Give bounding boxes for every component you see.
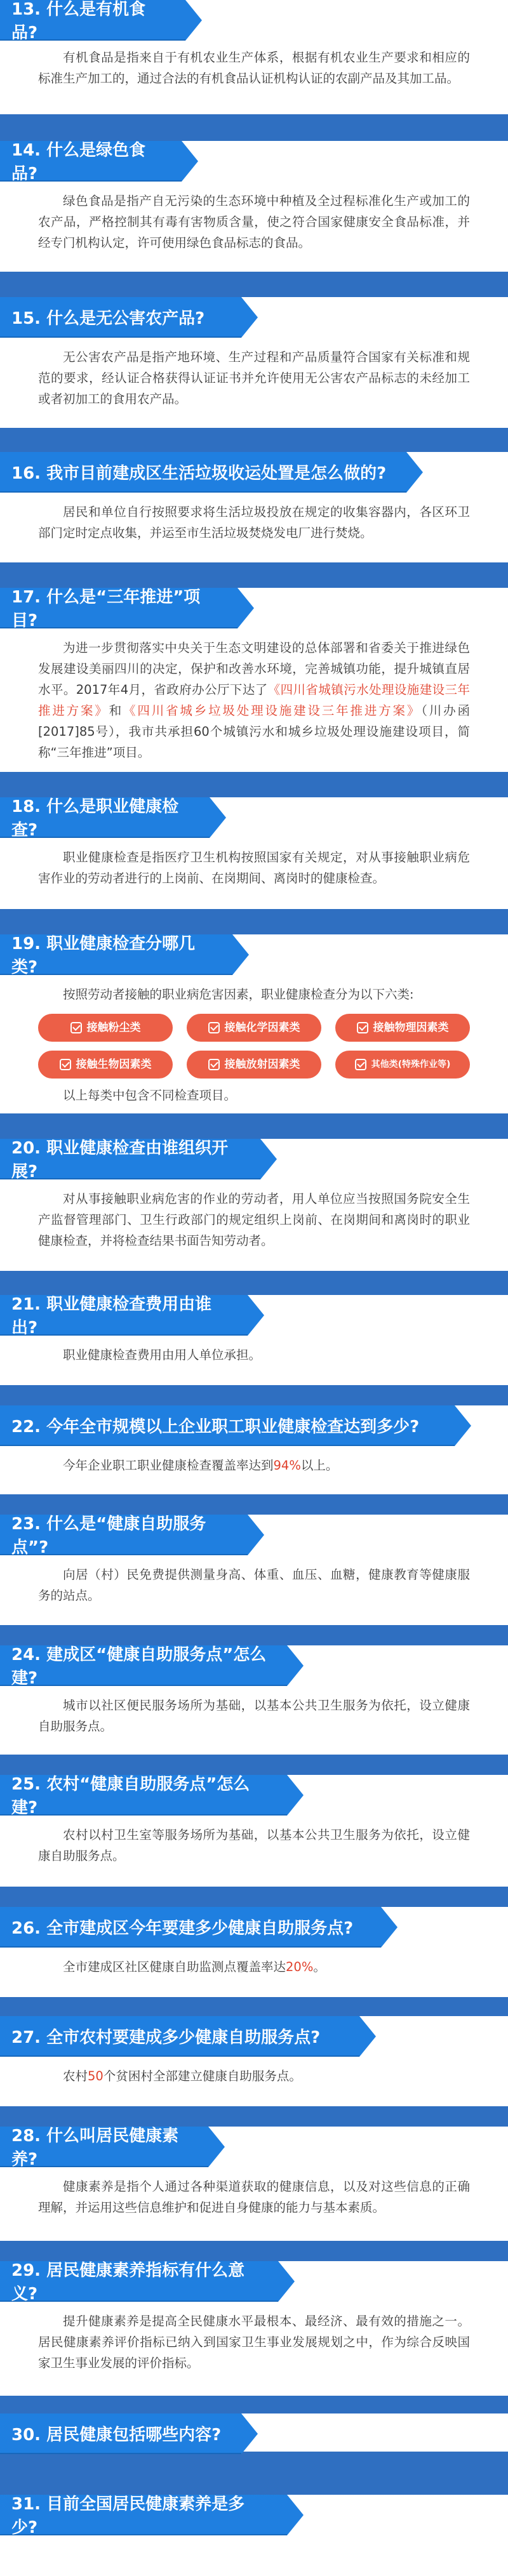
answer (0, 847, 508, 889)
checkbox-icon (355, 1059, 366, 1070)
question-bar (0, 1139, 260, 1179)
chip-label: 接触放射因素类 (224, 1058, 300, 1071)
answer-text: 城市以社区便民服务场所为基础，以基本公共卫生服务为依托，设立健康自助服务点。 (38, 1698, 470, 1734)
faq-item-19 (0, 934, 508, 1113)
faq-item-22 (0, 1405, 508, 1494)
answer-text: 有机食品是指来自于有机农业生产体系，根据有机农业生产要求和相应的标准生产加工的，通过合法的有机食品认证机构认证的农副产品及其加工品。 (38, 50, 470, 86)
chip-label: 其他类(特殊作业等) (371, 1059, 451, 1070)
question-title: 30. 居民健康包括哪些内容? (11, 2425, 222, 2445)
faq-item-29 (0, 2261, 508, 2396)
answer-segment: 农村 (63, 2069, 88, 2083)
faq-item-15 (0, 297, 508, 428)
question-bar (0, 2127, 208, 2167)
village-count: 50 (88, 2069, 104, 2083)
checkbox-icon (60, 1059, 71, 1070)
answer-segment: 以上。 (300, 1458, 338, 1473)
faq-item-20 (0, 1139, 508, 1271)
faq-item-18 (0, 797, 508, 909)
question-title: 23. 什么是“健康自助服务点”? (11, 1515, 206, 1557)
faq-item-27 (0, 2016, 508, 2106)
question-bar (0, 1907, 381, 1948)
category-chips (38, 1014, 470, 1079)
question-title: 29. 居民健康素养指标有什么意义? (11, 2261, 245, 2304)
category-chip (187, 1014, 321, 1042)
question-title: 31. 目前全国居民健康素养是多少? (11, 2495, 245, 2537)
answer (0, 501, 508, 543)
checkbox-icon (357, 1022, 368, 1033)
answer-segment: 和 (109, 703, 124, 718)
question-bar (0, 1515, 248, 1555)
faq-item-25 (0, 1775, 508, 1887)
category-chip (187, 1051, 321, 1079)
answer-text: 职业健康检查费用由用人单位承担。 (63, 1348, 262, 1362)
answer-segment: 个贫困村全部建立健康自助服务点。 (103, 2069, 302, 2083)
answer-segment: 。 (313, 1960, 326, 1974)
checkbox-icon (208, 1022, 220, 1033)
faq-item-13 (0, 0, 508, 114)
answer (0, 2176, 508, 2218)
answer-text: 无公害农产品是指产地环境、生产过程和产品质量符合国家有关标准和规范的要求，经认证合格获得认证证书并允许使用无公害农产品标志的未经加工或者初加工的食用农产品。 (38, 350, 470, 406)
answer-segment: 全市建成区社区健康自助监测点覆盖率达 (63, 1960, 286, 1974)
question-title: 26. 全市建成区今年要建多少健康自助服务点? (11, 1918, 354, 1938)
question-bar (0, 452, 406, 493)
category-chip (335, 1014, 470, 1042)
faq-item-28 (0, 2127, 508, 2241)
coverage-value: 94% (273, 1458, 301, 1473)
faq-item-23 (0, 1515, 508, 1625)
question-bar (0, 2261, 278, 2302)
question-title: 19. 职业健康检查分哪几类? (11, 934, 196, 977)
answer-text: 对从事接触职业病危害的作业的劳动者，用人单位应当按照国务院安全生产监督管理部门、卫生行政部门的规定组织上岗前、在岗期间和离岗时的职业健康检查，并将检查结果书面告知劳动者。 (38, 1192, 470, 1248)
plan-title-garbage: 《四川省城乡垃圾处理设施建设三年推进方案》 (123, 703, 422, 718)
answer (0, 1956, 508, 1977)
category-chip (335, 1051, 470, 1079)
question-bar (0, 1295, 248, 1336)
faq-item-31 (0, 2495, 508, 2576)
chip-label: 接触粉尘类 (86, 1021, 141, 1034)
plan-title-sewage: 《四川省城镇污水处理设施建设三年推进方案》 (38, 682, 470, 718)
answer (0, 1824, 508, 1866)
question-bar (0, 934, 232, 975)
answer (0, 637, 508, 763)
chip-label: 接触化学因素类 (224, 1021, 300, 1034)
question-bar (0, 1405, 455, 1446)
question-bar (0, 2016, 359, 2057)
answer-segment: 为进一步贯彻落实中央关于生态文明建设的总体部署和省委关于推进绿色发展建设美丽四川的决定，保护和改善水环境，完善城镇功能，提升城镇直居水平。2017年4月，省政府办公厅下达了 (38, 641, 470, 697)
answer-text: 职业健康检查是指医疗卫生机构按照国家有关规定，对从事接触职业病危害作业的劳动者进行的上岗前、在岗期间、离岗时的健康检查。 (38, 850, 470, 886)
question-bar (0, 797, 210, 838)
question-title: 21. 职业健康检查费用由谁出? (11, 1295, 212, 1338)
faq-item-14 (0, 141, 508, 272)
question-bar (0, 297, 241, 338)
answer-outro: 以上每类中包含不同检查项目。 (63, 1088, 237, 1103)
checkbox-icon (70, 1022, 82, 1033)
answer-text (38, 637, 470, 763)
question-title: 17. 什么是“三年推进”项目? (11, 588, 201, 630)
answer-text: 健康素养是指个人通过各种渠道获取的健康信息，以及对这些信息的正确理解，并运用这些信息维护和促进自身健康的能力与基本素质。 (38, 2179, 470, 2215)
question-bar (0, 141, 182, 182)
question-bar (0, 588, 237, 628)
answer (0, 984, 508, 1106)
faq-item-21 (0, 1295, 508, 1385)
faq-item-30 (0, 2413, 508, 2452)
question-title: 25. 农村“健康自助服务点”怎么建? (11, 1775, 250, 1817)
chip-label: 接触物理因素类 (373, 1021, 449, 1034)
faq-item-26 (0, 1907, 508, 1997)
question-title: 15. 什么是无公害农产品? (11, 309, 205, 328)
question-title: 14. 什么是绿色食品? (11, 141, 146, 183)
answer-text: 提升健康素养是提高全民健康水平最根本、最经济、最有效的措施之一。居民健康素养评价指标已纳入到国家卫生事业发展规划之中，作为综合反映国家卫生事业发展的评价指标。 (38, 2314, 470, 2370)
answer-text: 向居（村）民免费提供测量身高、体重、血压、血糖，健康教育等健康服务的站点。 (38, 1567, 470, 1603)
answer (0, 1455, 508, 1476)
question-bar (0, 0, 185, 41)
faq-item-17 (0, 588, 508, 772)
answer-segment: 今年企业职工职业健康检查覆盖率达到 (63, 1458, 274, 1473)
checkbox-icon (208, 1059, 220, 1070)
coverage-value: 20% (286, 1960, 314, 1974)
answer (0, 1695, 508, 1737)
question-title: 13. 什么是有机食品? (11, 0, 146, 43)
question-title: 27. 全市农村要建成多少健康自助服务点? (11, 2028, 321, 2047)
faq-item-16 (0, 452, 508, 562)
faq-item-24 (0, 1645, 508, 1755)
answer (0, 2311, 508, 2374)
question-bar (0, 1645, 287, 1686)
question-title: 28. 什么叫居民健康素养? (11, 2127, 179, 2169)
answer-text: 居民和单位自行按照要求将生活垃圾投放在规定的收集容器内，各区环卫部门定时定点收集，并运至市生活垃圾焚烧发电厂进行焚烧。 (38, 505, 470, 540)
answer-text: 绿色食品是指产自无污染的生态环境中种植及全过程标准化生产或加工的农产品，严格控制其有毒有害物质含量，使之符合国家健康安全食品标准，并经专门机构认定，许可使用绿色食品标志的食品。 (38, 194, 470, 250)
question-title: 24. 建成区“健康自助服务点”怎么建? (11, 1645, 267, 1688)
answer (0, 1188, 508, 1251)
answer (0, 1564, 508, 1606)
question-title: 18. 什么是职业健康检查? (11, 797, 179, 840)
answer-text (38, 2066, 470, 2087)
chip-label: 接触生物因素类 (76, 1058, 152, 1071)
answer-intro: 按照劳动者接触的职业病危害因素，职业健康检查分为以下六类: (63, 987, 414, 1002)
question-bar (0, 2413, 241, 2454)
answer (0, 1344, 508, 1365)
answer (0, 347, 508, 409)
category-chip (38, 1051, 173, 1079)
answer (0, 2066, 508, 2087)
answer (0, 47, 508, 89)
question-title: 22. 今年全市规模以上企业职工职业健康检查达到多少? (11, 1417, 420, 1437)
answer-text: 农村以村卫生室等服务场所为基础，以基本公共卫生服务为依托，设立健康自助服务点。 (38, 1828, 470, 1863)
question-title: 20. 职业健康检查由谁组织开展? (11, 1139, 229, 1181)
question-bar (0, 2495, 287, 2535)
question-bar (0, 1775, 287, 1816)
answer-text (38, 1956, 470, 1977)
question-title: 16. 我市目前建成区生活垃圾收运处置是怎么做的? (11, 463, 387, 483)
answer-segment: （川办函[2017]85号），我市共承担60个城镇污水和城乡垃圾处理设施建设项目，简称“三年推进”项目。 (38, 703, 470, 760)
category-chip (38, 1014, 173, 1042)
answer (0, 190, 508, 253)
answer-text (38, 1455, 470, 1476)
